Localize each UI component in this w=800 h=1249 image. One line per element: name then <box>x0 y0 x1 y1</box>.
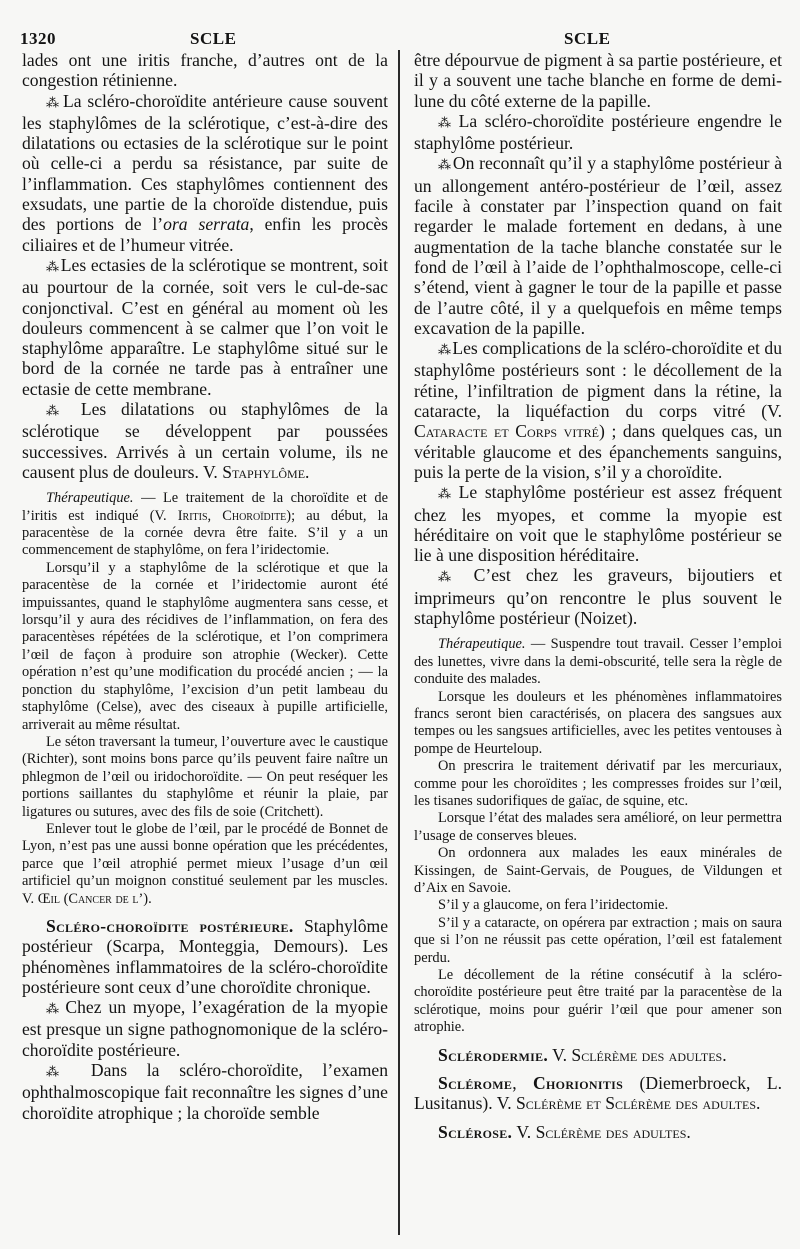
asterism-icon: ⁂ <box>46 258 61 274</box>
cross-reference: Sclérème des adultes. <box>535 1121 691 1142</box>
running-head-right: SCLE <box>564 29 611 48</box>
paragraph <box>414 897 782 914</box>
italic-text: Thérapeutique. <box>438 636 526 653</box>
paragraph <box>414 1073 782 1114</box>
paragraph <box>414 565 782 628</box>
paragraph <box>22 734 388 821</box>
paragraph <box>414 338 782 482</box>
paragraph <box>22 1060 388 1123</box>
paragraph <box>22 50 388 91</box>
text-run: V. <box>512 1121 536 1142</box>
cross-reference: Cataracte et Corps vitré <box>414 421 599 442</box>
text-run: Les ectasies de la sclérotique se montrent, soit au pourtour de la cornée, soit vers le cul-de-sac conjonctival. C’est en général au moment où les douleurs commencent à se calmer que l’on voit le staphylôme apparaître. Le staphylôme situé sur le bord de la cornée ne tarde pas à entraîner une ectasie de cette membrane. <box>22 254 388 399</box>
text-run: — Suspendre tout travail. Cesser l’emploi des lunettes, vivre dans la demi-obscurité, telle sera la règle de conduite des malades. <box>414 636 782 688</box>
text-run: Lorsqu’il y a staphylôme de la sclérotique et que la paracentèse de la cornée et l’iridectomie auront été impuissantes, quand le staphylôme augmentera sans cesse, et lorsqu’il y aura des récidives de l’inflammation, on fera des paracentèses répétées de la sclérotique, et l’on comprimera l’œil de façon à produire son atrophie (Wecker). Cette opération n’est qu’une modification du procédé ancien ; — la ponction du staphylôme, l’excision d’un petit lambeau du staphylôme (Celse), avec des ciseaux à pupille artificielle, arriverait au même résultat. <box>22 559 388 733</box>
asterism-icon: ⁂ <box>46 403 81 419</box>
entry-headword: Sclérodermie. <box>438 1044 549 1065</box>
asterism-icon: ⁂ <box>46 1064 91 1080</box>
text-run: V. <box>548 1044 572 1065</box>
paragraph <box>22 821 388 908</box>
text-run: , enfin les procès ciliaires et de l’humeur vitrée. <box>22 214 389 255</box>
asterism-icon: ⁂ <box>438 486 459 502</box>
text-run: être dépourvue de pigment à sa partie postérieure, et il y a souvent une tache blanche en forme de demi-lune du côté externe de la papille. <box>414 50 782 111</box>
page-number: 1320 <box>20 29 56 48</box>
asterism-icon: ⁂ <box>438 569 474 585</box>
text-run: Le décollement de la rétine consécutif à la scléro-choroïdite postérieure peut être traité par la paracentèse de la sclérotique, moins pour guérir l’œil que pour amener son atrophie. <box>414 967 782 1036</box>
paragraph <box>22 490 388 560</box>
cross-reference: Staphylôme. <box>222 461 310 482</box>
text-run: Dans la scléro-choroïdite, l’examen ophthalmoscopique fait reconnaître les signes d’une choroïdite atrophique ; la choroïde semble <box>22 1060 388 1123</box>
cross-reference: Iritis, Choroïdite <box>177 507 287 524</box>
entry-headword: Chorionitis <box>533 1072 624 1093</box>
text-run: La scléro-choroïdite postérieure engendre le staphylôme postérieur. <box>414 110 782 154</box>
paragraph <box>414 50 782 111</box>
text-run: ) ; dans quelques cas, un véritable glaucome et des épanchements sanguins, puis la perte de la vision, s’il y a choroïdite. <box>414 421 782 482</box>
right-column <box>414 50 782 1142</box>
cross-reference: Sclérème des adultes. <box>571 1044 727 1065</box>
paragraph <box>22 91 388 255</box>
text-run: C’est chez les graveurs, bijoutiers et imprimeurs qu’on rencontre le plus souvent le staphylôme postérieur (Noizet). <box>414 565 783 629</box>
paragraph <box>22 560 388 734</box>
asterism-icon: ⁂ <box>438 114 459 130</box>
text-run: S’il y a cataracte, on opérera par extraction ; mais on saura que si l’on ne réussit pas cette opération, l’œil est fatalement perdu. <box>414 914 782 966</box>
paragraph <box>414 915 782 967</box>
paragraph <box>414 967 782 1037</box>
text-run: Le staphylôme postérieur est assez fréquent chez les myopes, et comme la myopie est héréditaire on voit que le staphylôme postérieur se lie à une disposition héréditaire. <box>414 482 782 566</box>
paragraph <box>414 1045 782 1065</box>
paragraph <box>414 845 782 897</box>
text-run: Chez un myope, l’exagération de la myopie est presque un signe pathognomonique de la scléro-choroïdite postérieure. <box>22 997 388 1060</box>
text-run: On ordonnera aux malades les eaux minérales de Kissingen, de Saint-Gervais, de Pougues, de Vildungen et d’Aix en Savoie. <box>414 845 782 896</box>
text-run: ); au début, la paracentèse de la cornée devra être faite. S’il y a un commencement de staphylôme, on fera l’iridectomie. <box>22 507 388 559</box>
text-run: Enlever tout le globe de l’œil, par le procédé de Bonnet de Lyon, n’est pas une aussi bonne opération que les précédentes, parce que l’œil atrophié permet mieux l’usage d’un œil artificiel qu’un moignon constitué seulement par les muscles. V. <box>22 820 388 907</box>
text-run: , <box>512 1072 534 1093</box>
paragraph <box>414 810 782 845</box>
paragraph <box>414 636 782 688</box>
paragraph <box>414 482 782 565</box>
left-column <box>22 50 388 1123</box>
text-run: — Le traitement de la choroïdite et de l’iritis est indiqué (V. <box>22 490 388 524</box>
paragraph <box>22 916 388 997</box>
asterism-icon: ⁂ <box>438 342 453 358</box>
paragraph <box>414 153 782 338</box>
cross-reference: Sclérème et Sclérème des adultes. <box>516 1093 761 1114</box>
text-run: Les dilatations ou staphylômes de la sclérotique se développent par poussées successives. Arrivés à un certain volume, ils ne causent plus de douleurs. V. <box>22 399 388 482</box>
asterism-icon: ⁂ <box>46 1001 66 1017</box>
asterism-icon: ⁂ <box>438 157 453 173</box>
entry-headword: Scléro-choroïdite postérieure. <box>46 915 294 936</box>
italic-text: Thérapeutique. <box>46 490 134 507</box>
text-run: Le séton traversant la tumeur, l’ouverture avec le caustique (Richter), sont moins bons parce qu’ils peuvent faire naître un phlegmon de l’œil ou iridochoroïdite. — On peut reséquer les portions saillantes du staphylôme et réunir la plaie, par ligatures ou sutures, avec des fils de soie (Critchett). <box>22 733 388 820</box>
text-run: S’il y a glaucome, on fera l’iridectomie. <box>438 897 669 914</box>
text-run: On reconnaît qu’il y a staphylôme postérieur à un allongement antéro-postérieur de l’œil, assez facile à constater par l’inspection quand on fait regarder le malade fortement en dedans, à une augmentation de la tache blanche constatée sur le fond de l’œil à l’aide de l’ophthalmoscope, celle-ci s’étend, vient à gagner le tour de la papille et passe de l’autre côté, il y a quelquefois en même temps excavation de la papille. <box>414 153 783 338</box>
text-run: (Diemerbroeck, L. Lusitanus). V. <box>414 1072 782 1114</box>
paragraph <box>414 1122 782 1142</box>
asterism-icon: ⁂ <box>46 94 64 110</box>
column-divider <box>398 50 400 1235</box>
text-run: Staphylôme postérieur (Scarpa, Monteggia, Demours). Les phénomènes inflammatoires de la scléro-choroïdite postérieure sont ceux d’une choroïdite chronique. <box>22 915 388 997</box>
entry-headword: Sclérome <box>438 1072 513 1093</box>
cross-reference: Œil (Cancer de l’). <box>37 890 152 907</box>
running-head-left: SCLE <box>190 29 237 48</box>
paragraph <box>414 689 782 759</box>
entry-headword: Sclérose. <box>438 1121 513 1142</box>
text-run: Lorsque les douleurs et les phénomènes inflammatoires francs seront bien caractérisés, on placera des sangsues aux tempes ou les sangsues artificielles, avec les petites ventouses à pompe de Heurteloup. <box>414 688 782 757</box>
text-run: On prescrira le traitement dérivatif par les mercuriaux, comme pour les choroïdites ; les compresses froides sur l’œil, les tisanes sudorifiques de gaïac, de squine, etc. <box>414 758 782 809</box>
paragraph <box>22 255 388 399</box>
text-run: La scléro-choroïdite antérieure cause souvent les staphylômes de la sclérotique, c’est-à-dire des dilatations ou ectasies de la sclérotique sur le point où celle-ci a perdu sa résistance, par suite de l’inflammation. Ces staphylômes contiennent des exsudats, une partie de la choroïde distendue, puis des portions de l’ <box>22 90 388 235</box>
paragraph <box>22 997 388 1060</box>
paragraph <box>414 111 782 154</box>
text-run: Lorsque l’état des malades sera amélioré, on leur permettra l’usage de conserves bleues. <box>414 810 782 844</box>
italic-text: ora serrata <box>163 214 250 235</box>
text-run: lades ont une iritis franche, d’autres ont de la congestion rétinienne. <box>22 50 388 91</box>
paragraph <box>414 758 782 810</box>
paragraph <box>22 399 388 482</box>
text-run: Les complications de la scléro-choroïdite et du staphylôme postérieurs sont : le décollement de la rétine, l’infiltration de pigment dans la rétine, la cataracte, la liquéfaction du corps vitré (V. <box>414 338 782 422</box>
